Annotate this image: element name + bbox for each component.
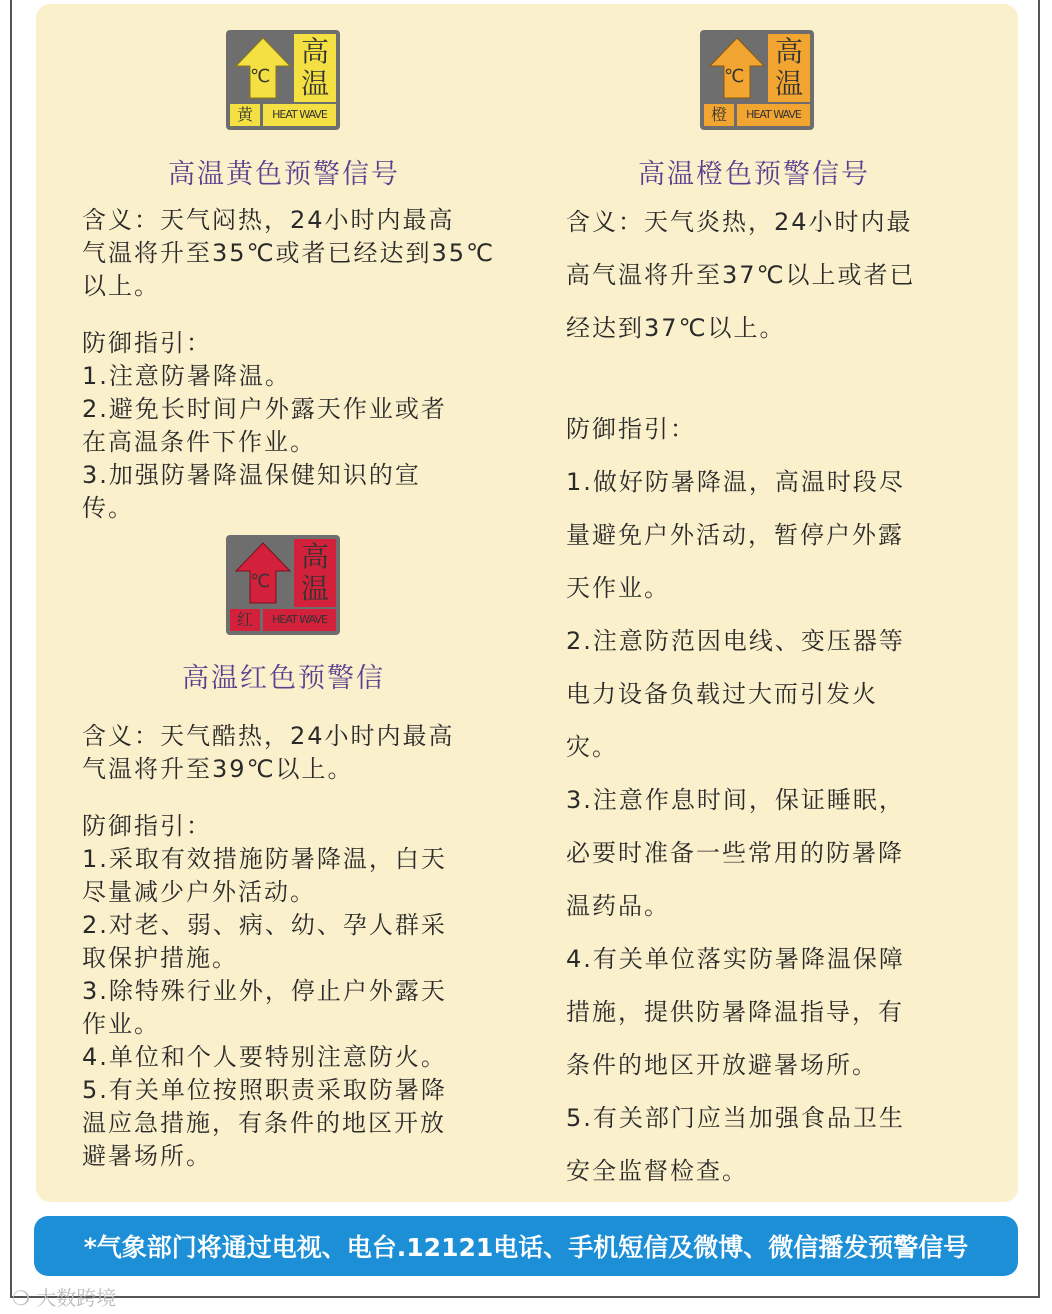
red-guide-line: 作业。 bbox=[82, 1010, 160, 1038]
badge-heatwave: HEAT WAVE bbox=[263, 104, 336, 126]
orange-warning-title: 高温橙色预警信号 bbox=[638, 159, 870, 190]
orange-guide-line: 电力设备负载过大而引发火 bbox=[566, 680, 878, 708]
yellow-meaning-line: 气温将升至35℃或者已经达到35℃ bbox=[82, 239, 495, 267]
badge-color-char: 红 bbox=[230, 609, 260, 631]
badge-heatwave: HEAT WAVE bbox=[263, 609, 336, 631]
yellow-guide-title: 防御指引： bbox=[82, 329, 212, 357]
red-guide-line: 2.对老、弱、病、幼、孕人群采 bbox=[82, 911, 447, 939]
red-warning-badge bbox=[226, 535, 340, 635]
red-guide-line: 1.采取有效措施防暑降温，白天 bbox=[82, 845, 447, 873]
orange-guide-line: 温药品。 bbox=[566, 892, 670, 920]
red-guide-line: 4.单位和个人要特别注意防火。 bbox=[82, 1043, 447, 1071]
badge-label: 高 温 bbox=[768, 34, 810, 102]
orange-guide-line: 安全监督检查。 bbox=[566, 1157, 748, 1185]
orange-guide-line: 条件的地区开放避暑场所。 bbox=[566, 1051, 878, 1079]
yellow-guide-line: 1.注意防暑降温。 bbox=[82, 362, 291, 390]
orange-meaning-line: 经达到37℃以上。 bbox=[566, 314, 786, 342]
badge-label: 高 温 bbox=[294, 34, 336, 102]
orange-guide-line: 2.注意防范因电线、变压器等 bbox=[566, 627, 905, 655]
red-guide-line: 5.有关单位按照职责采取防暑降 bbox=[82, 1076, 447, 1104]
broadcast-notice-banner: *气象部门将通过电视、电台.12121电话、手机短信及微博、微信播发预警信号 bbox=[34, 1216, 1018, 1276]
yellow-meaning-line: 以上。 bbox=[82, 272, 160, 300]
orange-guide-line: 5.有关部门应当加强食品卫生 bbox=[566, 1104, 905, 1132]
orange-warning-badge bbox=[700, 30, 814, 130]
red-meaning-line: 气温将升至39℃以上。 bbox=[82, 755, 354, 783]
orange-guide-title: 防御指引： bbox=[566, 415, 696, 443]
yellow-guide-line: 传。 bbox=[82, 494, 134, 522]
red-guide-title: 防御指引： bbox=[82, 812, 212, 840]
yellow-warning-text bbox=[82, 204, 522, 525]
orange-warning-text bbox=[566, 196, 996, 1198]
orange-guide-line: 3.注意作息时间，保证睡眠， bbox=[566, 786, 905, 814]
yellow-guide-line: 2.避免长时间户外露天作业或者 bbox=[82, 395, 447, 423]
orange-guide-line: 措施，提供防暑降温指导，有 bbox=[566, 998, 904, 1026]
red-warning-title: 高温红色预警信 bbox=[182, 663, 385, 694]
red-meaning-line: 含义：天气酷热，24小时内最高 bbox=[82, 722, 455, 750]
red-warning-text bbox=[82, 720, 522, 1173]
yellow-warning-badge bbox=[226, 30, 340, 130]
red-guide-line: 取保护措施。 bbox=[82, 944, 238, 972]
orange-meaning-line: 高气温将升至37℃以上或者已 bbox=[566, 261, 916, 289]
red-guide-line: 尽量减少户外活动。 bbox=[82, 878, 316, 906]
red-guide-line: 温应急措施，有条件的地区开放 bbox=[82, 1109, 446, 1137]
orange-guide-line: 必要时准备一些常用的防暑降 bbox=[566, 839, 904, 867]
yellow-meaning-line: 含义：天气闷热，24小时内最高 bbox=[82, 206, 455, 234]
watermark: ❍ 大数跨境 bbox=[12, 1286, 117, 1310]
orange-guide-line: 4.有关单位落实防暑降温保障 bbox=[566, 945, 905, 973]
red-guide-line: 3.除特殊行业外，停止户外露天 bbox=[82, 977, 447, 1005]
badge-unit: ℃ bbox=[724, 66, 745, 87]
yellow-guide-line: 3.加强防暑降温保健知识的宣 bbox=[82, 461, 421, 489]
badge-heatwave: HEAT WAVE bbox=[737, 104, 810, 126]
weibo-icon: ❍ bbox=[12, 1286, 30, 1310]
orange-guide-line: 天作业。 bbox=[566, 574, 670, 602]
yellow-warning-title: 高温黄色预警信号 bbox=[168, 159, 400, 190]
red-guide-line: 避暑场所。 bbox=[82, 1142, 212, 1170]
orange-meaning-line: 含义：天气炎热，24小时内最 bbox=[566, 208, 913, 236]
badge-label: 高 温 bbox=[294, 539, 336, 607]
badge-unit: ℃ bbox=[250, 66, 271, 87]
yellow-guide-line: 在高温条件下作业。 bbox=[82, 428, 316, 456]
badge-color-char: 黄 bbox=[230, 104, 260, 126]
orange-guide-line: 灾。 bbox=[566, 733, 618, 761]
orange-guide-line: 量避免户外活动，暂停户外露 bbox=[566, 521, 904, 549]
orange-guide-line: 1.做好防暑降温，高温时段尽 bbox=[566, 468, 905, 496]
badge-unit: ℃ bbox=[250, 571, 271, 592]
badge-color-char: 橙 bbox=[704, 104, 734, 126]
